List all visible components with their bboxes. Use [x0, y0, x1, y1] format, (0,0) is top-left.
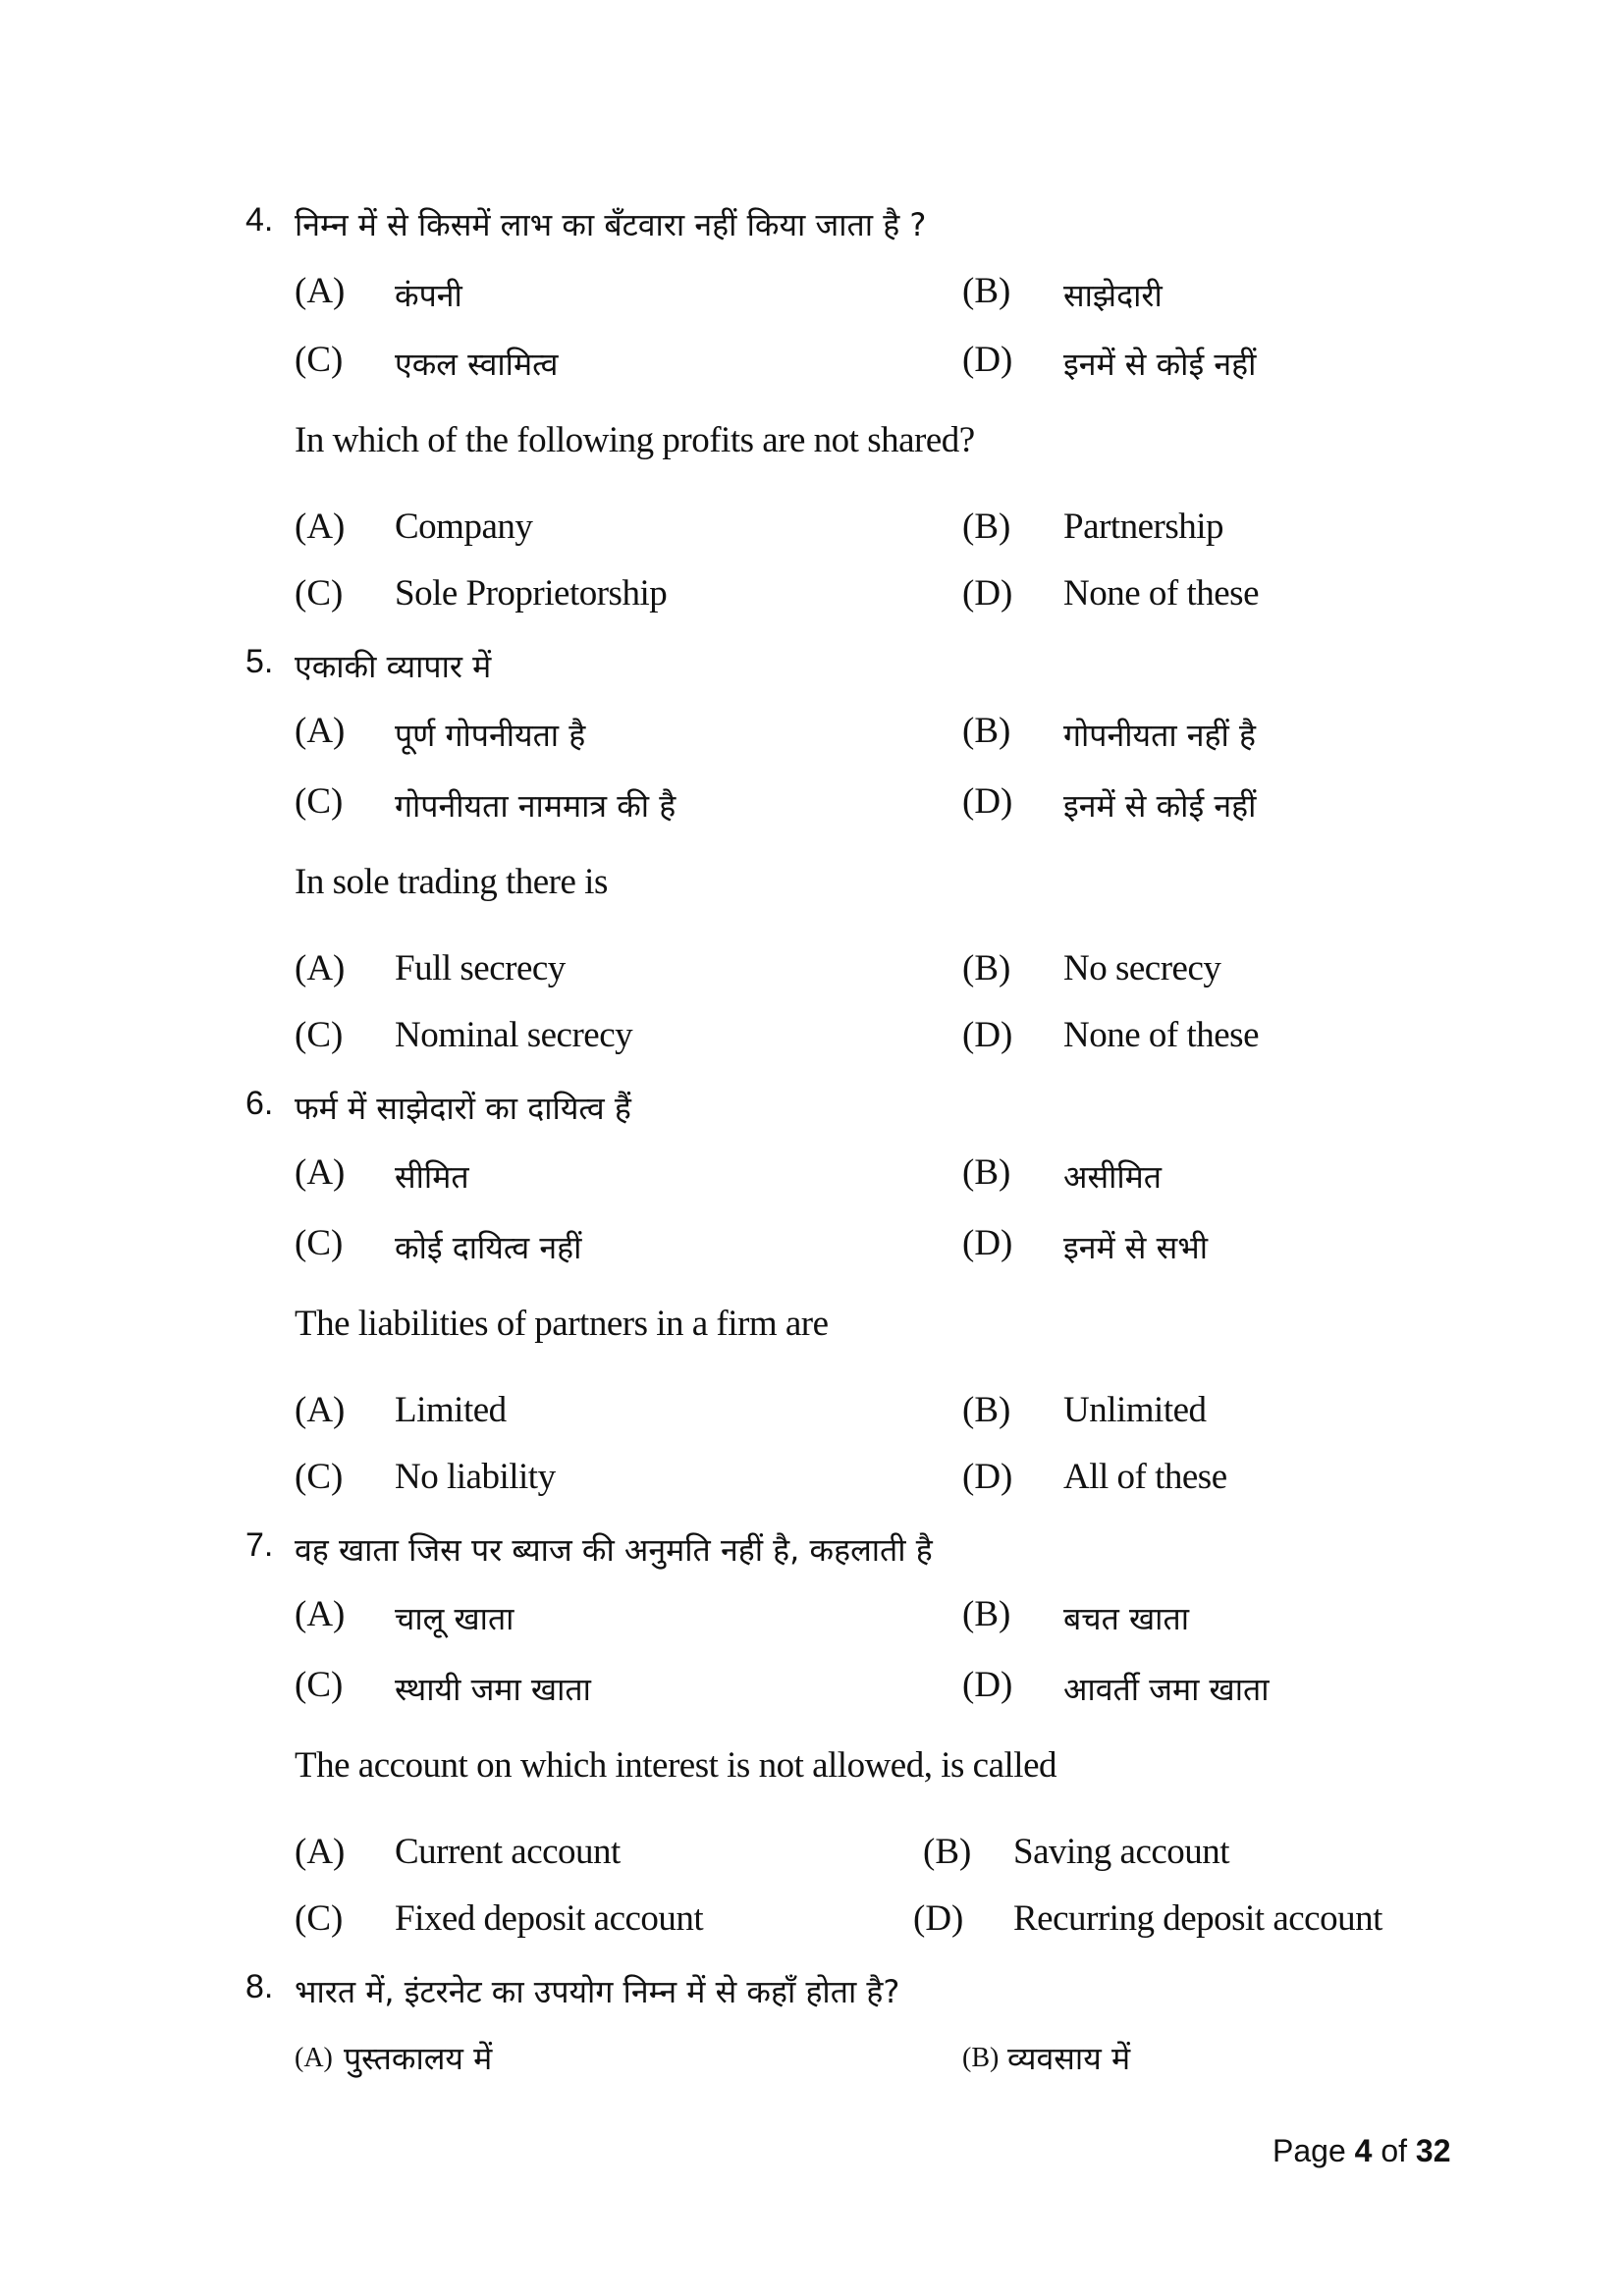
option-label: (A) — [295, 1390, 346, 1430]
option-label: (A) — [295, 711, 346, 751]
option-label: (D) — [962, 573, 1013, 614]
question-text-english: In sole trading there is — [295, 862, 608, 902]
option-label: (A) — [295, 271, 346, 311]
question-number: 7. — [245, 1526, 274, 1564]
option-label: (A) — [295, 2043, 333, 2073]
option-text: Fixed deposit account — [395, 1898, 704, 1939]
option-label: (C) — [295, 1223, 344, 1263]
question-text-hindi: भारत में, इंटरनेट का उपयोग निम्न में से कहाँ होता है? — [295, 1973, 900, 2010]
question-text-hindi: फर्म में साझेदारों का दायित्व हैं — [295, 1090, 631, 1127]
option-label: (A) — [295, 1152, 346, 1193]
option-label: (B) — [962, 507, 1011, 547]
option-text: इनमें से सभी — [1063, 1229, 1209, 1266]
option-label: (B) — [962, 1594, 1011, 1634]
option-text: सीमित — [395, 1158, 469, 1196]
option-text: पूर्ण गोपनीयता है — [395, 717, 586, 754]
option-text: कोई दायित्व नहीं — [395, 1229, 582, 1266]
question-text-hindi: एकाकी व्यापार में — [295, 648, 492, 685]
option-label: (D) — [962, 1223, 1013, 1263]
option-text: Recurring deposit account — [1013, 1898, 1382, 1939]
page-number — [1272, 2133, 1450, 2169]
option-label: (C) — [295, 1898, 344, 1939]
question-text-hindi: वह खाता जिस पर ब्याज की अनुमति नहीं है, कहलाती है — [295, 1531, 933, 1569]
option-text: Saving account — [1013, 1832, 1230, 1872]
option-text: चालू खाता — [395, 1600, 514, 1637]
option-label: (A) — [295, 507, 346, 547]
option-text: Limited — [395, 1390, 507, 1430]
option-label: (B) — [962, 2043, 1000, 2073]
option-text: गोपनीयता नहीं है — [1063, 717, 1256, 754]
page-total: 32 — [1415, 2133, 1451, 2168]
question-text-english: In which of the following profits are not shared? — [295, 420, 975, 460]
question-number: 6. — [245, 1085, 274, 1122]
question-number: 8. — [245, 1968, 274, 2005]
option-text: कंपनी — [395, 277, 462, 314]
option-text: गोपनीयता नाममात्र की है — [395, 787, 677, 825]
option-label: (D) — [962, 340, 1013, 380]
option-text: All of these — [1063, 1457, 1227, 1497]
option-text: आवर्ती जमा खाता — [1063, 1671, 1270, 1708]
option-label: (D) — [962, 1015, 1013, 1055]
option-label: (B) — [923, 1832, 972, 1872]
option-label: (C) — [295, 1015, 344, 1055]
option-label: (A) — [295, 1832, 346, 1872]
option-label: (C) — [295, 340, 344, 380]
page-of: of — [1380, 2133, 1407, 2168]
option-text: एकल स्वामित्व — [395, 346, 559, 383]
option-text: Company — [395, 507, 533, 547]
question-text-english: The liabilities of partners in a firm are — [295, 1304, 829, 1344]
option-text: Full secrecy — [395, 948, 566, 988]
option-label: (A) — [295, 1594, 346, 1634]
option-text: Current account — [395, 1832, 621, 1872]
option-text: व्यवसाय में — [1007, 2040, 1131, 2077]
option-text: स्थायी जमा खाता — [395, 1671, 591, 1708]
option-label: (B) — [962, 948, 1011, 988]
option-label: (D) — [962, 781, 1013, 822]
option-text: None of these — [1063, 1015, 1259, 1055]
option-label: (C) — [295, 1457, 344, 1497]
option-label: (B) — [962, 711, 1011, 751]
option-text: Unlimited — [1063, 1390, 1207, 1430]
question-text-english: The account on which interest is not allowed, is called — [295, 1745, 1056, 1786]
option-text: असीमित — [1063, 1158, 1163, 1196]
option-label: (A) — [295, 948, 346, 988]
option-label: (B) — [962, 1390, 1011, 1430]
option-label: (D) — [962, 1665, 1013, 1705]
option-text: No secrecy — [1063, 948, 1221, 988]
option-text: बचत खाता — [1063, 1600, 1189, 1637]
option-text: पुस्तकालय में — [344, 2040, 493, 2077]
option-label: (B) — [962, 271, 1011, 311]
option-text: No liability — [395, 1457, 556, 1497]
question-text-hindi: निम्न में से किसमें लाभ का बँटवारा नहीं किया जाता है ? — [295, 206, 927, 243]
option-text: None of these — [1063, 573, 1259, 614]
option-label: (D) — [962, 1457, 1013, 1497]
option-text: इनमें से कोई नहीं — [1063, 787, 1257, 825]
question-number: 4. — [245, 201, 274, 239]
option-label: (D) — [913, 1898, 964, 1939]
option-text: Nominal secrecy — [395, 1015, 633, 1055]
option-label: (C) — [295, 573, 344, 614]
page-prefix: Page — [1272, 2133, 1346, 2168]
option-text: Partnership — [1063, 507, 1224, 547]
option-text: Sole Proprietorship — [395, 573, 668, 614]
page-current: 4 — [1354, 2133, 1373, 2168]
option-label: (C) — [295, 1665, 344, 1705]
option-label: (B) — [962, 1152, 1011, 1193]
question-number: 5. — [245, 643, 274, 680]
option-text: साझेदारी — [1063, 277, 1163, 314]
option-label: (C) — [295, 781, 344, 822]
option-text: इनमें से कोई नहीं — [1063, 346, 1257, 383]
